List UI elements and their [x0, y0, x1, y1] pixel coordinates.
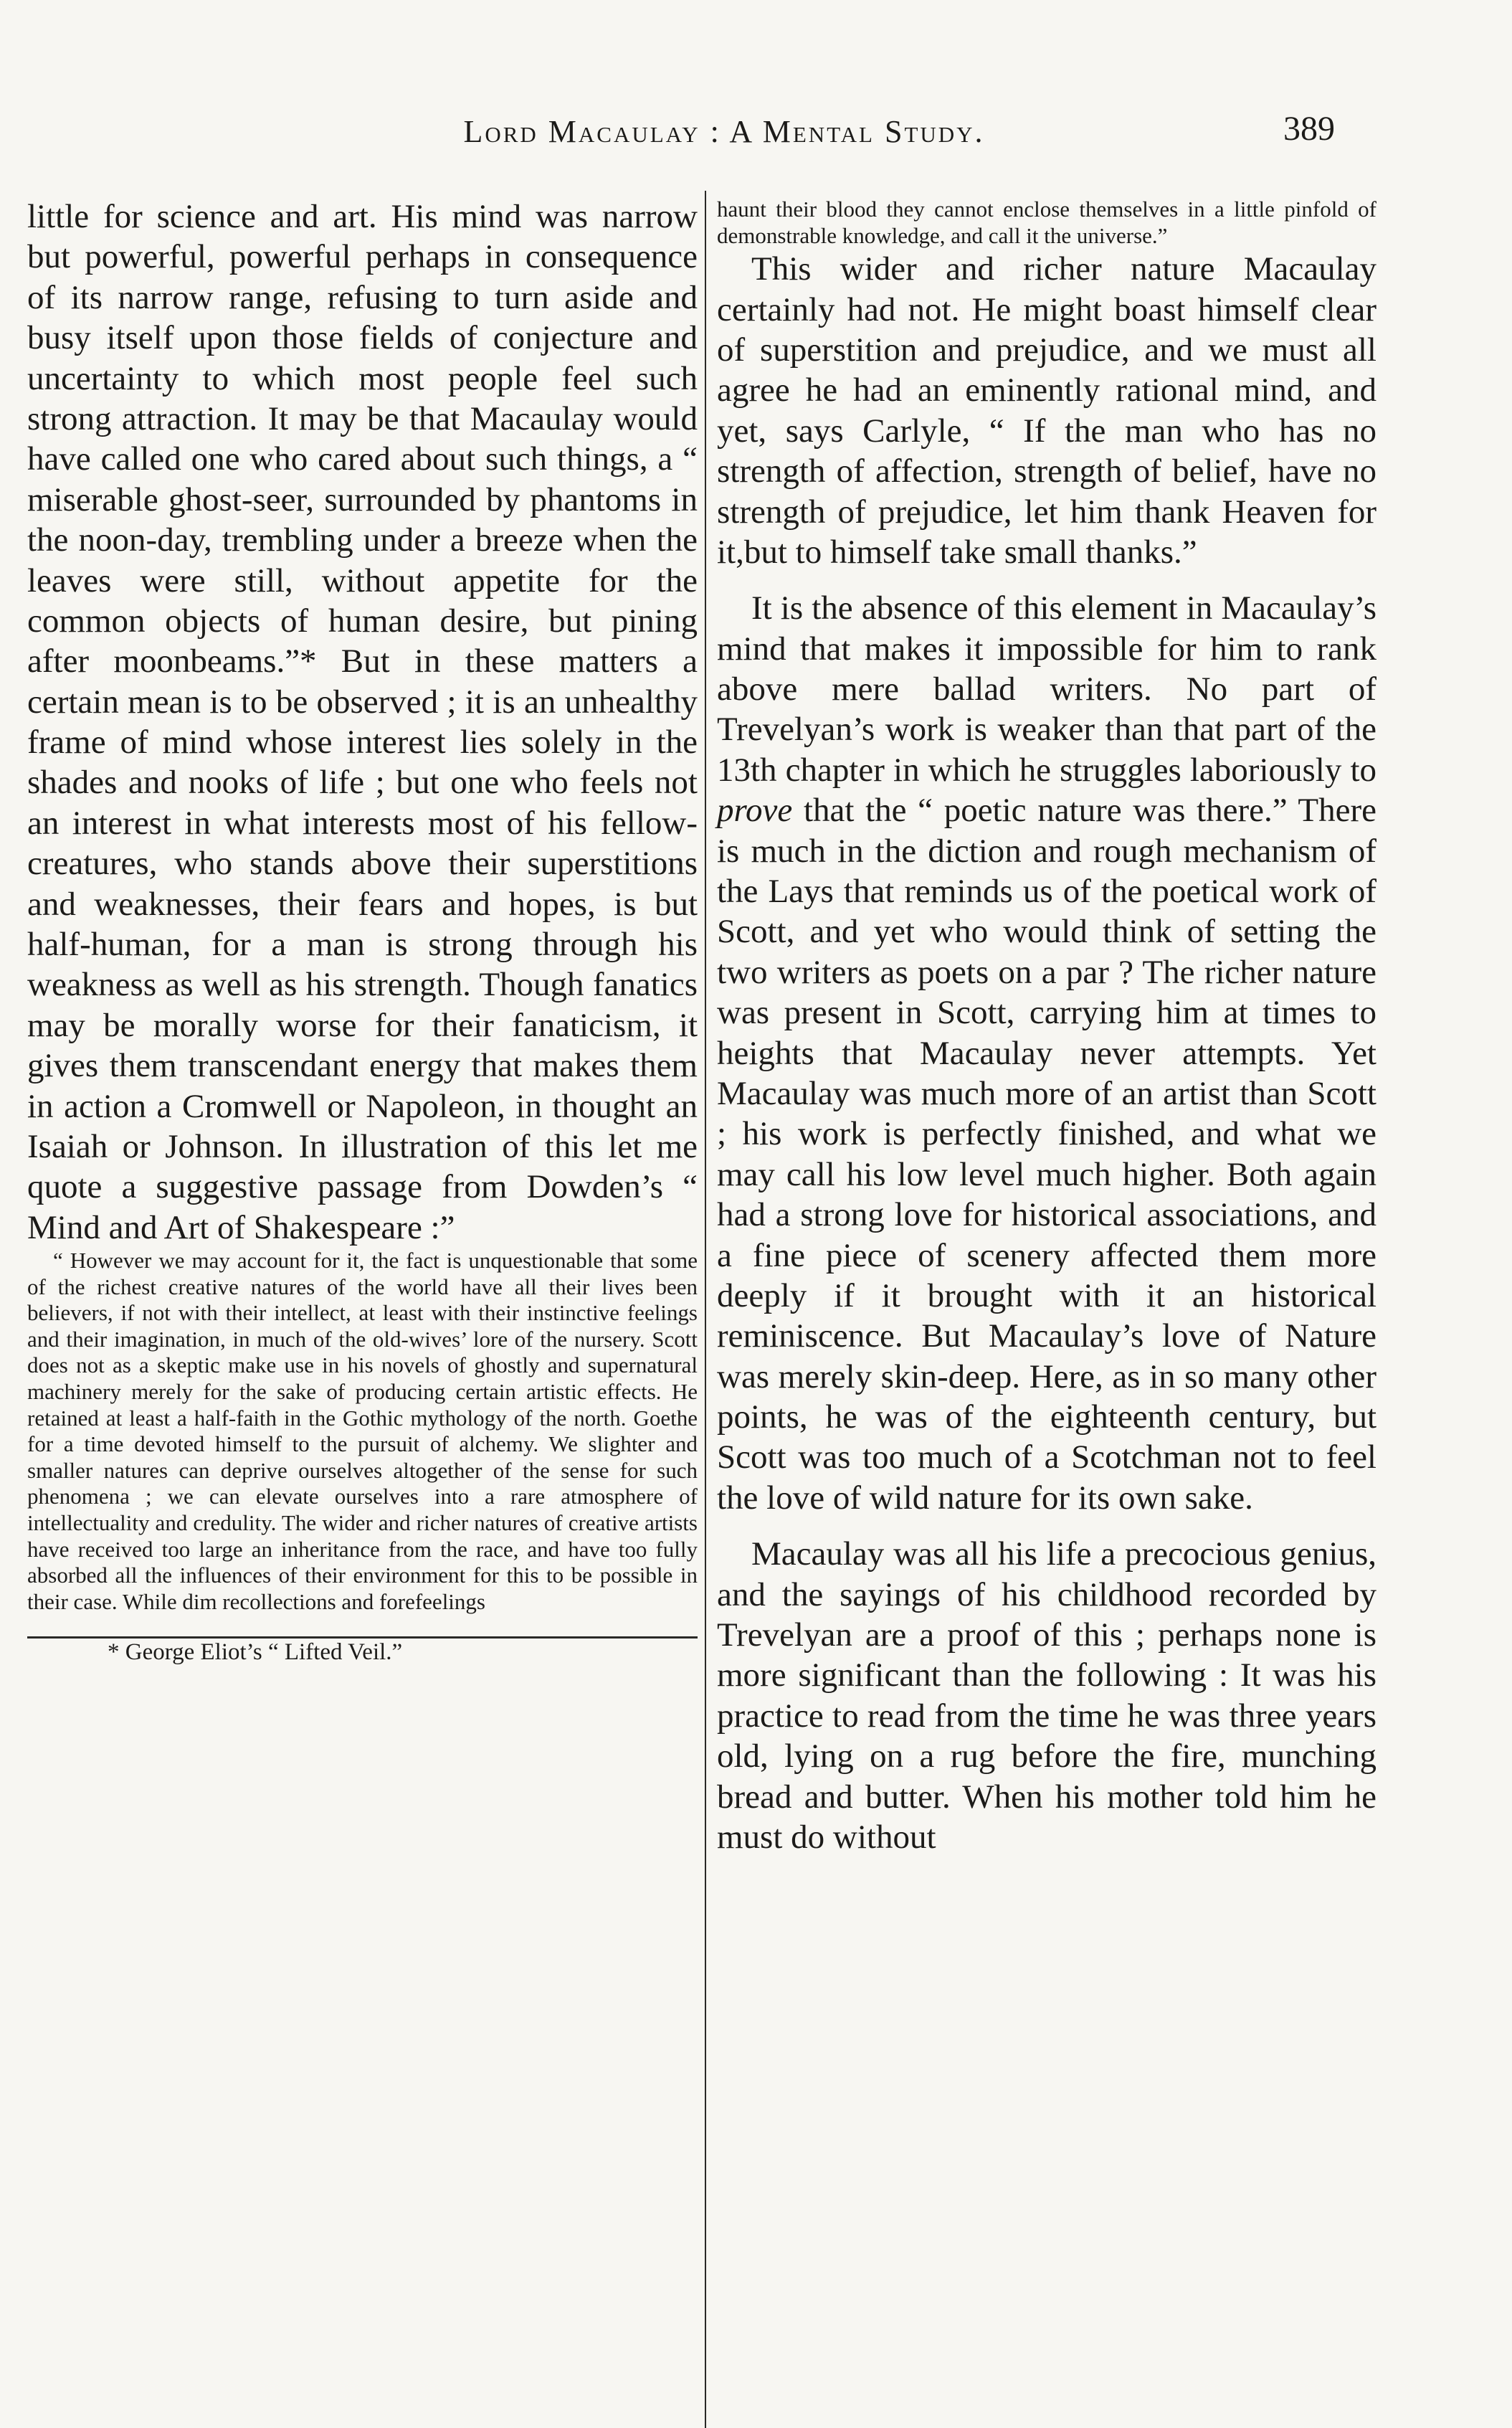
right-column [717, 196, 1377, 1857]
block-quote-continued: haunt their blood they cannot enclose themselves in a little pinfold of demonstrable knowledge, and call it the universe.” [717, 196, 1377, 248]
paragraph-2-text-b: that the “ poetic nature was there.” There is much in the diction and rough mechanism of the Lays that reminds us of the poetical work of Scott, and yet who would think of setting the two writers as poets on a par ? The richer nature was present in Scott, carrying him at times to heights that Macaulay never attempts. Yet Macaulay was much more of an artist than Scott ; his work is perfectly finished, and what we may call his low level much higher. Both again had a strong love for historical associations, and a fine piece of scenery affected them more deeply if it brought with it an historical reminiscence. But Macaulay’s love of Nature was merely skin-deep. Here, as in so many other points, he was of the eighteenth century, but Scott was too much of a Scotchman not to feel the love of wild nature for its own sake. [717, 792, 1377, 1517]
right-paragraph-2 [717, 588, 1377, 1518]
right-paragraph-3: Macaulay was all his life a precocious genius, and the sayings of his childhood recorded by Trevelyan are a proof of this ; perhaps none is more significant than the following : It was his practice to read from the time he was three years old, lying on a rug before the fire, munching bread and butter. When his mother told him he must do without [717, 1535, 1377, 1856]
paragraph-2-text-a: It is the absence of this element in Macaulay’s mind that makes it impossible for him to rank above mere ballad writers. No part of Trevelyan’s work is weaker than that part of the 13th chapter in which he struggles laboriously to [717, 589, 1377, 789]
right-paragraph-1: This wider and richer nature Macaulay certainly had not. He might boast himself clear of superstition and prejudice, and we must all agree he had an eminently rational mind, and yet, says Carlyle, “ If the man who has no strength of affection, strength of belief, have no strength of prejudice, let him thank Heaven for it,but to himself take small thanks.” [717, 250, 1377, 571]
footnote: * George Eliot’s “ Lifted Veil.” [108, 1639, 403, 1666]
running-head: Lord Macaulay : A Mental Study. [463, 114, 985, 149]
block-quote: “ However we may account for it, the fact is unquestionable that some of the richest creative natures of the world have all their lives been believers, if not with their intellect, at least with their instinctive feelings and their imagination, in much of the old-wives’ lore of the nursery. Scott does not as a skeptic make use in his novels of ghostly and supernatural machinery merely for the sake of producing certain artistic effects. He retained at least a half-faith in the Gothic mythology of the north. Goethe for a time devoted himself to the pursuit of alchemy. We slighter and smaller natures can deprive ourselves altogether of the sense for such phenomena ; we can elevate ourselves into a rare atmosphere of intellectuality and credulity. The wider and richer natures of creative artists have received too large an inheritance from the race, and have too fully absorbed all the influences of their environment for this to be possible in their case. While dim recollections and forefeelings [27, 1248, 698, 1614]
paragraph-gap [717, 572, 1377, 588]
page-number: 389 [1283, 110, 1335, 148]
left-paragraph: little for science and art. His mind was narrow but powerful, powerful perhaps in consequence of its narrow range, refusing to turn aside and busy itself upon those fields of conjecture and uncertainty to which most people feel such strong attraction. It may be that Macaulay would have called one who cared about such things, a “ miserable ghost-seer, surrounded by phantoms in the noon-day, trembling under a breeze when the leaves were still, without appetite for the common objects of human desire, but pining after moonbeams.”* But in these matters a certain mean is to be observed ; it is an unhealthy frame of mind whose interest lies solely in the shades and nooks of life ; but one who feels not an interest in what interests most of his fellow-creatures, who stands above their superstitions and weaknesses, their fears and hopes, is but half-human, for a man is strong through his weakness as well as his strength. Though fanatics may be morally worse for their fanaticism, it gives them transcendant energy that makes them in action a Cromwell or Napoleon, in thought an Isaiah or Johnson. In illustration of this let me quote a suggestive passage from Dowden’s “ Mind and Art of Shakespeare :” [27, 198, 698, 1246]
paragraph-2-italic-word: prove [717, 792, 793, 830]
column-rule [705, 191, 706, 2428]
paragraph-gap [717, 1518, 1377, 1534]
left-column [27, 196, 698, 1667]
